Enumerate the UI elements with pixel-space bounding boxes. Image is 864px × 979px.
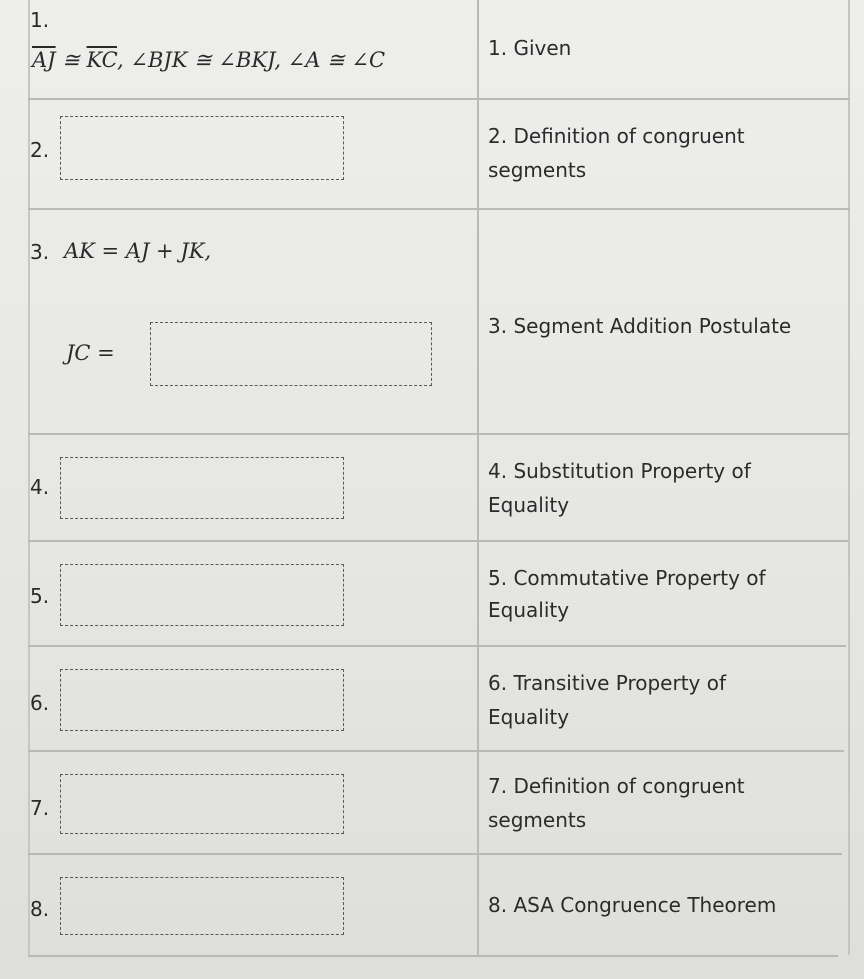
- reason-text-line2: Equality: [488, 493, 570, 517]
- segment-kc: $\overline{KC}$: [86, 48, 117, 72]
- proof-row-8: [0, 853, 864, 955]
- proof-row-3: [0, 208, 864, 433]
- answer-box-7[interactable]: [60, 774, 344, 834]
- step-number: 3.: [30, 240, 50, 264]
- given-statement: [32, 46, 385, 74]
- proof-row-2: [0, 98, 864, 208]
- answer-box-4[interactable]: [60, 457, 344, 519]
- reason-text-line2: Equality: [488, 705, 570, 729]
- step-number: 8.: [30, 897, 50, 921]
- answer-box-5[interactable]: [60, 564, 344, 626]
- proof-row-7: [0, 750, 864, 853]
- reason-text-line2: segments: [488, 158, 587, 182]
- proof-row-1: [0, 0, 864, 98]
- congruent-symbol: ≅: [55, 48, 87, 72]
- reason-text-line1: 7. Definition of congruent: [488, 774, 745, 798]
- answer-box-8[interactable]: [60, 877, 344, 935]
- reason-text-line1: 2. Definition of congruent: [488, 124, 745, 148]
- step-number: 4.: [30, 475, 50, 499]
- step-number: 7.: [30, 796, 50, 820]
- reason-text-line2: Equality: [488, 598, 570, 622]
- reason-text-line1: 6. Transitive Property of: [488, 671, 727, 695]
- step-number: 5.: [30, 584, 50, 608]
- answer-box-2[interactable]: [60, 116, 344, 180]
- answer-box-3[interactable]: [150, 322, 432, 386]
- proof-row-4: [0, 433, 864, 540]
- row-divider: [28, 955, 838, 957]
- reason-text-line1: 4. Substitution Property of: [488, 459, 751, 483]
- segment-aj: $\overline{AJ}$: [32, 48, 56, 72]
- reason-text-line1: 5. Commutative Property of: [488, 566, 766, 590]
- step-number: 1.: [30, 8, 50, 32]
- proof-row-5: [0, 540, 864, 645]
- step-number: 2.: [30, 138, 50, 162]
- reason-text-line2: segments: [488, 808, 587, 832]
- reason-text: 8. ASA Congruence Theorem: [488, 893, 777, 917]
- step-number: 6.: [30, 691, 50, 715]
- jc-label: JC =: [66, 341, 115, 365]
- segment-addition-statement: AK = AJ + JK,: [64, 239, 212, 263]
- answer-box-6[interactable]: [60, 669, 344, 731]
- reason-text: 1. Given: [488, 36, 572, 60]
- proof-row-6: [0, 645, 864, 750]
- angle-congruences: , ∠BJK ≅ ∠BKJ, ∠A ≅ ∠C: [117, 48, 386, 72]
- reason-text: 3. Segment Addition Postulate: [488, 314, 792, 338]
